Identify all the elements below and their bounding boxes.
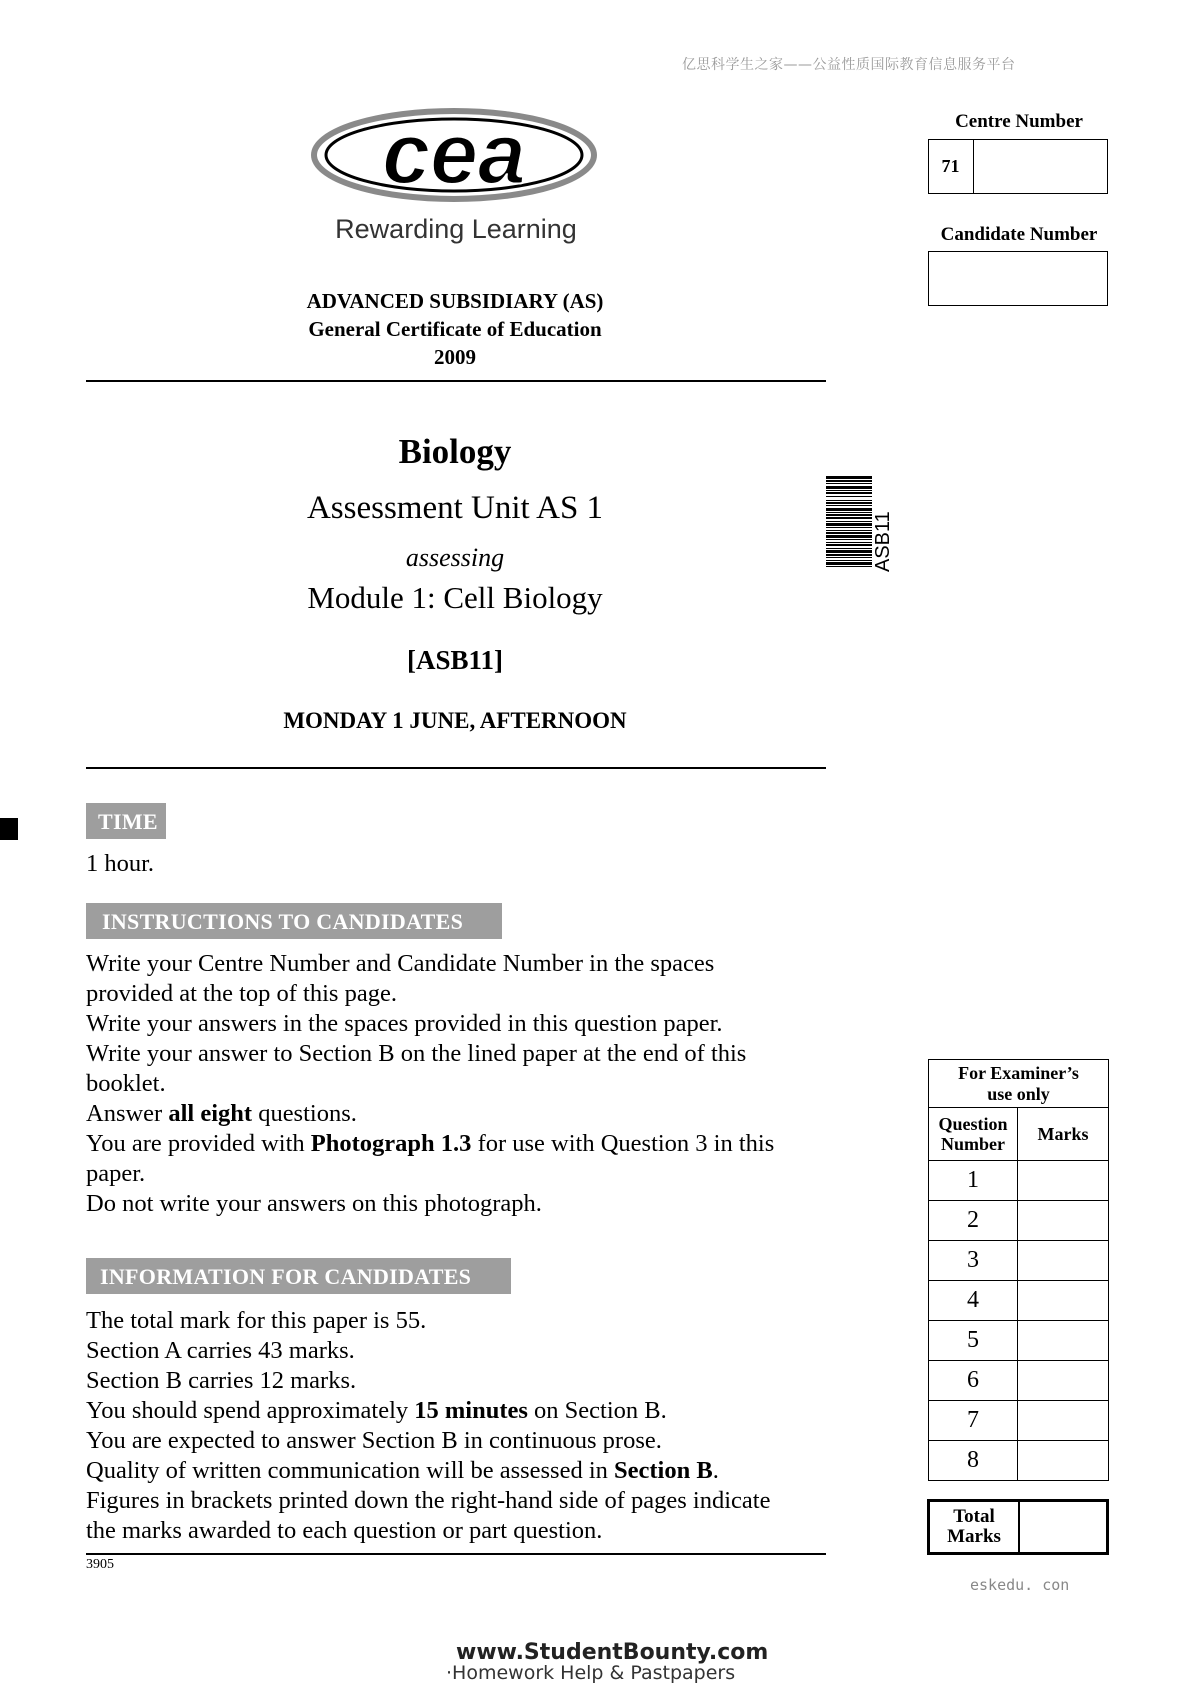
exam-unit: Assessment Unit AS 1	[306, 490, 604, 526]
total-marks-cell[interactable]	[1020, 1502, 1106, 1552]
barcode	[826, 476, 872, 670]
exam-level: ADVANCED SUBSIDIARY (AS)	[306, 289, 604, 313]
exam-year: 2009	[434, 345, 476, 369]
examiner-table	[928, 1059, 1109, 1481]
question-number-cell: 6	[929, 1361, 1018, 1401]
total-marks-label: Total Marks	[930, 1502, 1020, 1552]
studentbounty-url: www.StudentBounty.com	[456, 1640, 769, 1665]
marks-cell[interactable]	[1018, 1161, 1109, 1201]
exam-subject: Biology	[398, 432, 512, 471]
question-number-cell: 5	[929, 1321, 1018, 1361]
total-marks-box	[927, 1499, 1109, 1555]
instructions-line: Write your Centre Number and Candidate Number in the spaces	[86, 950, 715, 977]
exam-qualification: General Certificate of Education	[308, 317, 602, 341]
registration-mark	[0, 818, 18, 840]
exam-date: MONDAY 1 JUNE, AFTERNOON	[283, 708, 627, 733]
information-line: Figures in brackets printed down the right-hand side of pages indicate	[86, 1487, 771, 1514]
information-line: the marks awarded to each question or part question.	[86, 1517, 603, 1544]
information-line: Quality of written communication will be assessed in Section B.	[86, 1457, 719, 1484]
exam-module: Module 1: Cell Biology	[307, 580, 603, 615]
question-number-cell: 4	[929, 1281, 1018, 1321]
exam-code: [ASB11]	[406, 645, 504, 675]
emphasis: 15 minutes	[414, 1397, 528, 1424]
instructions-line: Write your answer to Section B on the lined paper at the end of this	[86, 1040, 747, 1067]
question-number-header: Question Number	[929, 1108, 1018, 1161]
marks-cell[interactable]	[1018, 1241, 1109, 1281]
emphasis: Section B	[614, 1457, 713, 1484]
title-rule	[86, 767, 826, 769]
information-body	[86, 1306, 826, 1546]
candidate-number-box[interactable]	[928, 251, 1108, 306]
instructions-line: Answer all eight questions.	[86, 1100, 357, 1127]
marks-cell[interactable]	[1018, 1361, 1109, 1401]
table-row	[929, 1441, 1109, 1481]
table-row	[929, 1401, 1109, 1441]
logo-wordmark: cea	[382, 106, 526, 202]
table-row	[929, 1361, 1109, 1401]
logo-tagline: Rewarding Learning	[335, 214, 577, 244]
instructions-line: booklet.	[86, 1070, 166, 1097]
exam-assessing: assessing	[405, 543, 505, 572]
marks-cell[interactable]	[1018, 1441, 1109, 1481]
time-value: 1 hour.	[86, 850, 155, 877]
table-row	[929, 1161, 1109, 1201]
table-row	[929, 1321, 1109, 1361]
barcode-label: ASB11	[872, 511, 894, 572]
candidate-number-label: Candidate Number	[940, 224, 1098, 245]
marks-cell[interactable]	[1018, 1281, 1109, 1321]
centre-number-label: Centre Number	[955, 111, 1083, 132]
instructions-heading: INSTRUCTIONS TO CANDIDATES	[86, 903, 502, 939]
instructions-line: Write your answers in the spaces provided in this question paper.	[86, 1010, 723, 1037]
table-row	[929, 1281, 1109, 1321]
studentbounty-tagline: ·Homework Help & Pastpapers	[446, 1662, 736, 1684]
footer-rule	[86, 1553, 826, 1555]
information-line: You should spend approximately 15 minutes on Section B.	[86, 1397, 667, 1424]
instructions-line: Do not write your answers on this photograph.	[86, 1190, 542, 1217]
information-line: The total mark for this paper is 55.	[86, 1307, 427, 1334]
eskedu-watermark: eskedu. con	[970, 1576, 1070, 1594]
centre-number-prefix: 71	[941, 156, 960, 176]
marks-cell[interactable]	[1018, 1401, 1109, 1441]
information-line: Section A carries 43 marks.	[86, 1337, 355, 1364]
instructions-line: You are provided with Photograph 1.3 for use with Question 3 in this	[86, 1130, 775, 1157]
emphasis: all eight	[168, 1100, 253, 1127]
header-watermark: 亿思科学生之家——公益性质国际教育信息服务平台	[682, 57, 1016, 73]
information-line: Section B carries 12 marks.	[86, 1367, 357, 1394]
marks-cell[interactable]	[1018, 1321, 1109, 1361]
question-number-cell: 1	[929, 1161, 1018, 1201]
question-number-cell: 3	[929, 1241, 1018, 1281]
table-row	[929, 1201, 1109, 1241]
question-number-cell: 2	[929, 1201, 1018, 1241]
examiner-table-title: For Examiner’s use only	[929, 1060, 1109, 1108]
information-heading: INFORMATION FOR CANDIDATES	[86, 1258, 511, 1294]
cea-logo	[306, 105, 606, 217]
emphasis: Photograph 1.3	[310, 1130, 472, 1157]
header-rule	[86, 380, 826, 382]
information-line: You are expected to answer Section B in continuous prose.	[86, 1427, 662, 1454]
time-heading: TIME	[86, 803, 166, 839]
question-number-cell: 8	[929, 1441, 1018, 1481]
instructions-body	[86, 949, 826, 1219]
centre-number-divider	[973, 139, 974, 194]
marks-cell[interactable]	[1018, 1201, 1109, 1241]
instructions-line: provided at the top of this page.	[86, 980, 397, 1007]
instructions-line: paper.	[86, 1160, 146, 1187]
table-row	[929, 1241, 1109, 1281]
question-number-cell: 7	[929, 1401, 1018, 1441]
paper-number: 3905	[86, 1557, 114, 1572]
marks-header: Marks	[1018, 1108, 1109, 1161]
